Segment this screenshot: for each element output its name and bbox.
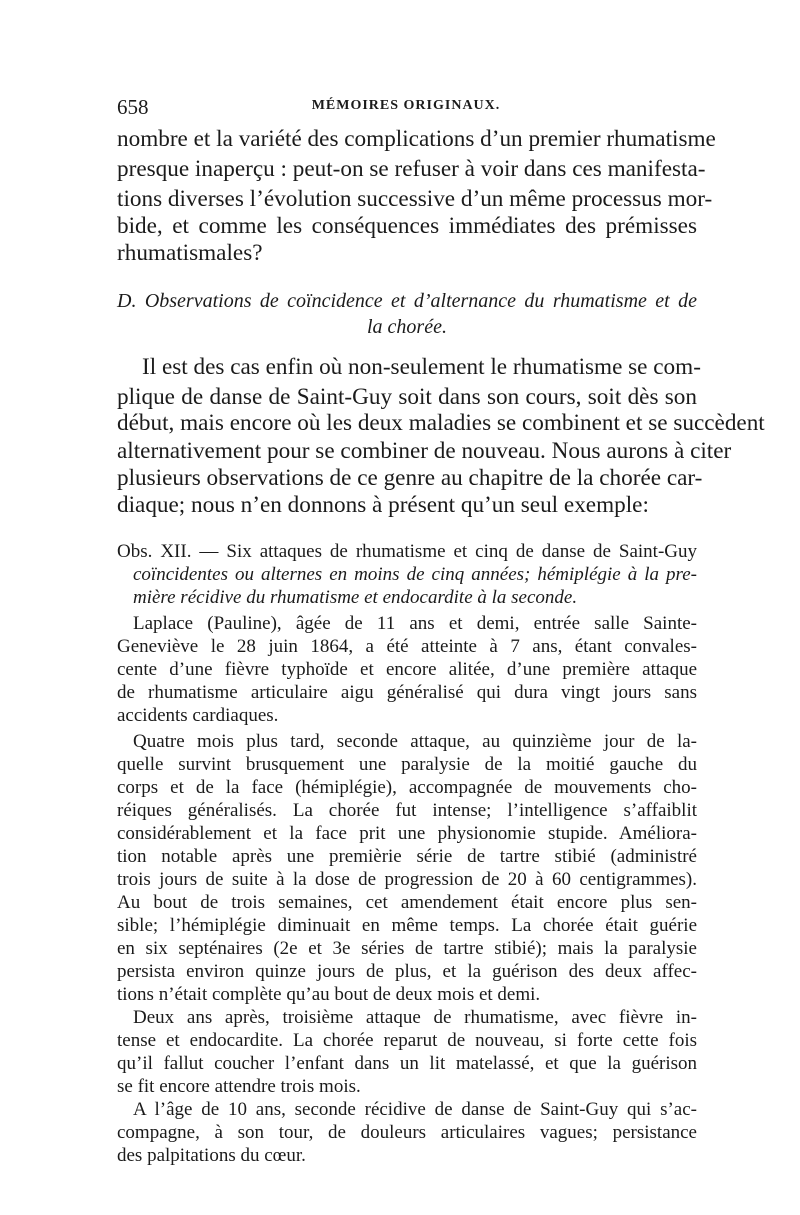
text-line: quelle survint brusquement une paralysie de la moitié gauche du xyxy=(117,754,697,775)
text-line: Au bout de trois semaines, cet amendement était encore plus sen- xyxy=(117,892,697,913)
text-line: cente d’une fièvre typhoïde et encore alitée, d’une première attaque xyxy=(117,659,697,680)
observation-title: Obs. XII. — Six attaques de rhumatisme et cinq de danse de Saint-Guy xyxy=(117,541,697,562)
text-line: plusieurs observations de ce genre au chapitre de la chorée car- xyxy=(117,465,703,491)
observation-title-line: mière récidive du rhumatisme et endocardite à la seconde. xyxy=(133,587,578,608)
text-line: considérablement et la face prit une physionomie stupide. Améliora- xyxy=(117,823,697,844)
text-line: compagne, à son tour, de douleurs articulaires vagues; persistance xyxy=(117,1122,697,1143)
text-line: accidents cardiaques. xyxy=(117,705,279,726)
text-line: réiques généralisés. La chorée fut intense; l’intelligence s’affaiblit xyxy=(117,800,697,821)
text-line: se fit encore attendre trois mois. xyxy=(117,1076,361,1097)
text-line: Geneviève le 28 juin 1864, a été atteinte à 7 ans, étant convales- xyxy=(117,636,697,657)
text-line: A l’âge de 10 ans, seconde récidive de danse de Saint-Guy qui s’ac- xyxy=(133,1099,697,1120)
text-line: bide, et comme les conséquences immédiates des prémisses xyxy=(117,213,697,239)
text-line: tions diverses l’évolution successive d’un même processus mor- xyxy=(117,186,713,212)
text-line: rhumatismales? xyxy=(117,240,263,266)
text-line: Il est des cas enfin où non-seulement le rhumatisme se com- xyxy=(142,354,701,380)
text-line: Deux ans après, troisième attaque de rhumatisme, avec fièvre in- xyxy=(133,1007,697,1028)
text-line: corps et de la face (hémiplégie), accompagnée de mouvements cho- xyxy=(117,777,697,798)
text-line: Quatre mois plus tard, seconde attaque, au quinzième jour de la- xyxy=(133,731,697,752)
page-header xyxy=(117,95,695,119)
text-line: tion notable après une premièrie série de tartre stibié (administré xyxy=(117,846,697,867)
observation-title-line: coïncidentes ou alternes en moins de cinq années; hémiplégie à la pre- xyxy=(133,564,697,585)
text-line: tions n’était complète qu’au bout de deux mois et demi. xyxy=(117,984,541,1005)
text-line: début, mais encore où les deux maladies se combinent et se succèdent xyxy=(117,410,765,436)
text-line: des palpitations du cœur. xyxy=(117,1145,306,1166)
text-line: sible; l’hémiplégie diminuait en même temps. La chorée était guérie xyxy=(117,915,697,936)
text-line: plique de danse de Saint-Guy soit dans son cours, soit dès son xyxy=(117,384,697,410)
running-title: MÉMOIRES ORIGINAUX. xyxy=(311,98,501,113)
text-line: de rhumatisme articulaire aigu généralisé qui dura vingt jours sans xyxy=(117,682,697,703)
text-line: tense et endocardite. La chorée reparut de nouveau, si forte cette fois xyxy=(117,1030,697,1051)
section-heading: D. Observations de coïncidence et d’alternance du rhumatisme et de xyxy=(117,290,697,312)
text-line: presque inaperçu : peut-on se refuser à voir dans ces manifesta- xyxy=(117,156,706,182)
page-number: 658 xyxy=(117,95,149,119)
text-line: Laplace (Pauline), âgée de 11 ans et demi, entrée salle Sainte- xyxy=(133,613,697,634)
text-line: persista environ quinze jours de plus, et la guérison des deux affec- xyxy=(117,961,697,982)
text-line: qu’il fallut coucher l’enfant dans un lit matelassé, et que la guérison xyxy=(117,1053,697,1074)
text-line: diaque; nous n’en donnons à présent qu’un seul exemple: xyxy=(117,492,649,518)
section-heading-continued: la chorée. xyxy=(367,316,447,338)
text-line: alternativement pour se combiner de nouveau. Nous aurons à citer xyxy=(117,438,732,464)
text-line: trois jours de suite à la dose de progression de 20 à 60 centigrammes). xyxy=(117,869,697,890)
text-line: en six septénaires (2e et 3e séries de tartre stibié); mais la paralysie xyxy=(117,938,697,959)
text-line: nombre et la variété des complications d’un premier rhumatisme xyxy=(117,126,716,152)
